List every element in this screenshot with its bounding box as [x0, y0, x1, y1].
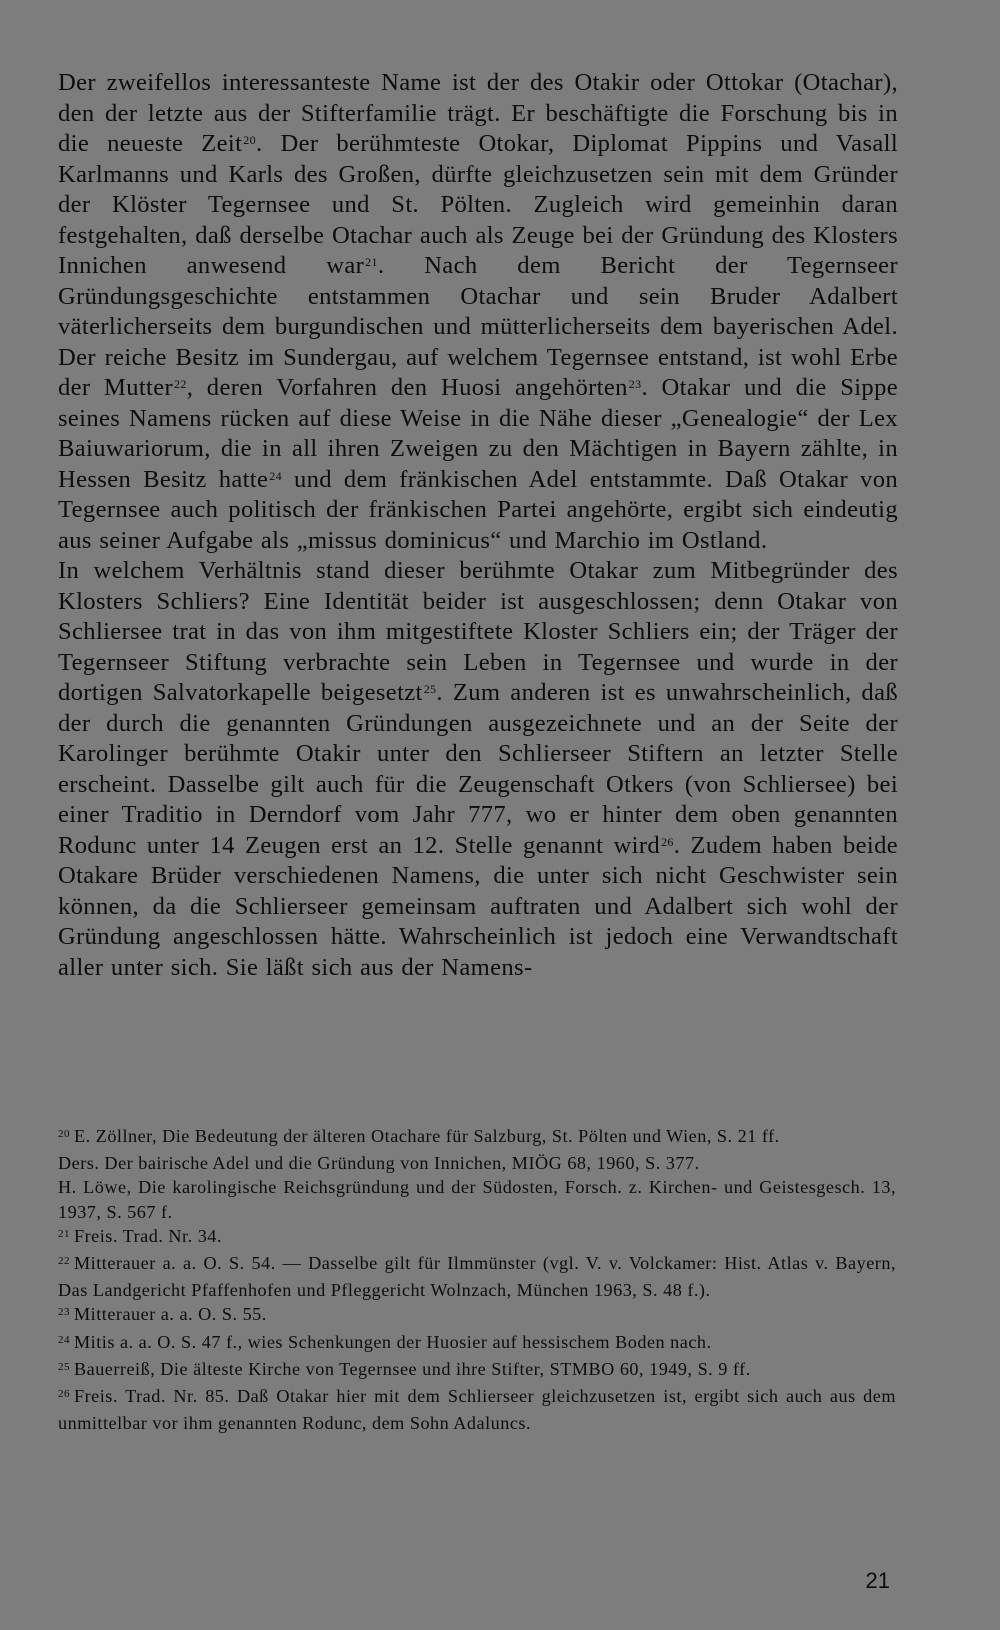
text-run: . Der berühmteste Otokar, Diplomat Pippins und Vasall Karlmanns und Karls des Großen, dürfte gleichzusetzen sein mit dem Gründer der Klöster Tegernsee und St. Pölten. Zugleich wird gemeinhin daran festgehalten, daß derselbe Otachar auch als Zeuge bei der Gründung des Klosters Innichen anwesend war [58, 130, 898, 279]
footnote-ref-23: 23 [628, 377, 642, 392]
footnote-text: Mitterauer a. a. O. S. 55. [74, 1304, 267, 1325]
footnote-ref-22: 22 [174, 377, 187, 392]
paragraph-relationship [58, 556, 898, 983]
footnote-text: Freis. Trad. Nr. 34. [74, 1225, 222, 1246]
footnote-mark: 23 [58, 1306, 70, 1319]
footnote-mark: 24 [58, 1333, 70, 1346]
footnote-text: Bauerreiß, Die älteste Kirche von Tegernsee und ihre Stifter, STMBO 60, 1949, S. 9 ff. [74, 1358, 751, 1379]
footnote [58, 1302, 896, 1329]
body-text [58, 68, 898, 983]
footnote-text: Mitterauer a. a. O. S. 54. — Dasselbe gilt für Ilmmünster (vgl. V. v. Volckamer: Hist. Atlas v. Bayern, Das Landgericht Pfaffenhofen und Pfleggericht Wolnzach, München 1963, S. 48 f.). [58, 1253, 896, 1301]
footnotes [58, 1124, 896, 1435]
footnote-mark: 25 [58, 1360, 70, 1373]
text-run: Der zweifellos interessanteste Name ist der des Otakir oder Ottokar (Otachar), den der letzte aus der Stifterfamilie trägt. Er beschäftigte die Forschung bis in die neueste Zeit [58, 69, 898, 157]
text-run: . Zudem haben beide Otakare Brüder verschiedenen Namens, die unter sich nicht Geschwister sein können, da die Schlierseer gemeinsam auftraten und Adalbert sich wohl der Gründung angeschlossen hätte. Wahrscheinlich ist jedoch eine Verwandtschaft aller unter sich. Sie läßt sich aus der Namens- [58, 831, 898, 981]
footnote-mark: 20 [58, 1128, 70, 1141]
text-run: . Nach dem Bericht der Tegernseer Gründungsgeschichte entstammen Otachar und sein Bruder Adalbert väterlicherseits dem burgundischen und mütterlicherseits dem bayerischen Adel. Der reiche Besitz im Sundergau, auf welchem Tegernsee entstand, ist wohl Erbe der Mutter [58, 252, 898, 401]
text-run: , deren Vorfahren den Huosi angehörten [186, 374, 628, 401]
footnote-text: Ders. Der bairische Adel und die Gründung von Innichen, MIÖG 68, 1960, S. 377. [58, 1153, 700, 1174]
footnote [58, 1175, 896, 1223]
paragraph-otakar-name [58, 68, 898, 556]
footnote [58, 1330, 896, 1357]
footnote-ref-20: 20 [243, 133, 256, 148]
footnote [58, 1384, 896, 1435]
footnote-ref-25: 25 [423, 682, 437, 697]
footnote-text: Mitis a. a. O. S. 47 f., wies Schenkungen der Huosier auf hessischem Boden nach. [74, 1331, 712, 1352]
footnote [58, 1251, 896, 1302]
page-number: 21 [865, 1568, 890, 1593]
footnote-mark: 26 [58, 1388, 70, 1401]
footnote-ref-26: 26 [661, 834, 674, 849]
footnote-mark: 22 [58, 1255, 70, 1268]
footnote-mark: 21 [58, 1227, 70, 1240]
footnote-ref-24: 24 [269, 468, 282, 483]
footnote [58, 1151, 896, 1175]
footnote [58, 1357, 896, 1384]
text-run: . Otakar und die Sippe seines Namens rücken auf diese Weise in die Nähe dieser „Genealogie“ der Lex Baiuwariorum, die in all ihren Zweigen zu den Mächtigen in Bayern zählte, in Hessen Besitz hatte [58, 374, 898, 493]
footnote-text: H. Löwe, Die karolingische Reichsgründung und der Südosten, Forsch. z. Kirchen- und Geistesgesch. 13, 1937, S. 567 f. [58, 1177, 896, 1222]
footnote-text: E. Zöllner, Die Bedeutung der älteren Otachare für Salzburg, St. Pölten und Wien, S. 21 ff. [74, 1126, 780, 1146]
text-run: In welchem Verhältnis stand dieser berühmte Otakar zum Mitbegründer des Klosters Schliers? Eine Identität beider ist ausgeschlossen; denn Otakar von Schliersee trat in das von ihm mitgestiftete Kloster Schliers ein; der Träger der Tegernseer Stiftung verbrachte sein Leben in Tegernsee und wurde in der dortigen Salvatorkapelle beigesetzt [58, 557, 898, 706]
text-run: und dem fränkischen Adel entstammte. Daß Otakar von Tegernsee auch politisch der fränkischen Partei angehörte, ergibt sich eindeutig aus seiner Aufgabe als „missus dominicus“ und Marchio im Ostland. [58, 465, 899, 554]
footnote-text: Freis. Trad. Nr. 85. Daß Otakar hier mit dem Schlierseer gleichzusetzen ist, ergibt sich auch aus dem unmittelbar vor ihm genannten Rodunc, dem Sohn Adaluncs. [58, 1386, 896, 1434]
footnote [58, 1224, 896, 1251]
text-run: . Zum anderen ist es unwahrscheinlich, daß der durch die genannten Gründungen ausgezeichnete und an der Seite der Karolinger berühmte Otakir unter den Schlierseer Stiftern an letzter Stelle erscheint. Dasselbe gilt auch für die Zeugenschaft Otkers (von Schliersee) bei einer Traditio in Derndorf vom Jahr 777, wo er hinter dem oben genannten Rodunc unter 14 Zeugen erst an 12. Stelle genannt wird [58, 679, 898, 859]
footnote-ref-21: 21 [365, 255, 378, 270]
footnote [58, 1124, 896, 1151]
